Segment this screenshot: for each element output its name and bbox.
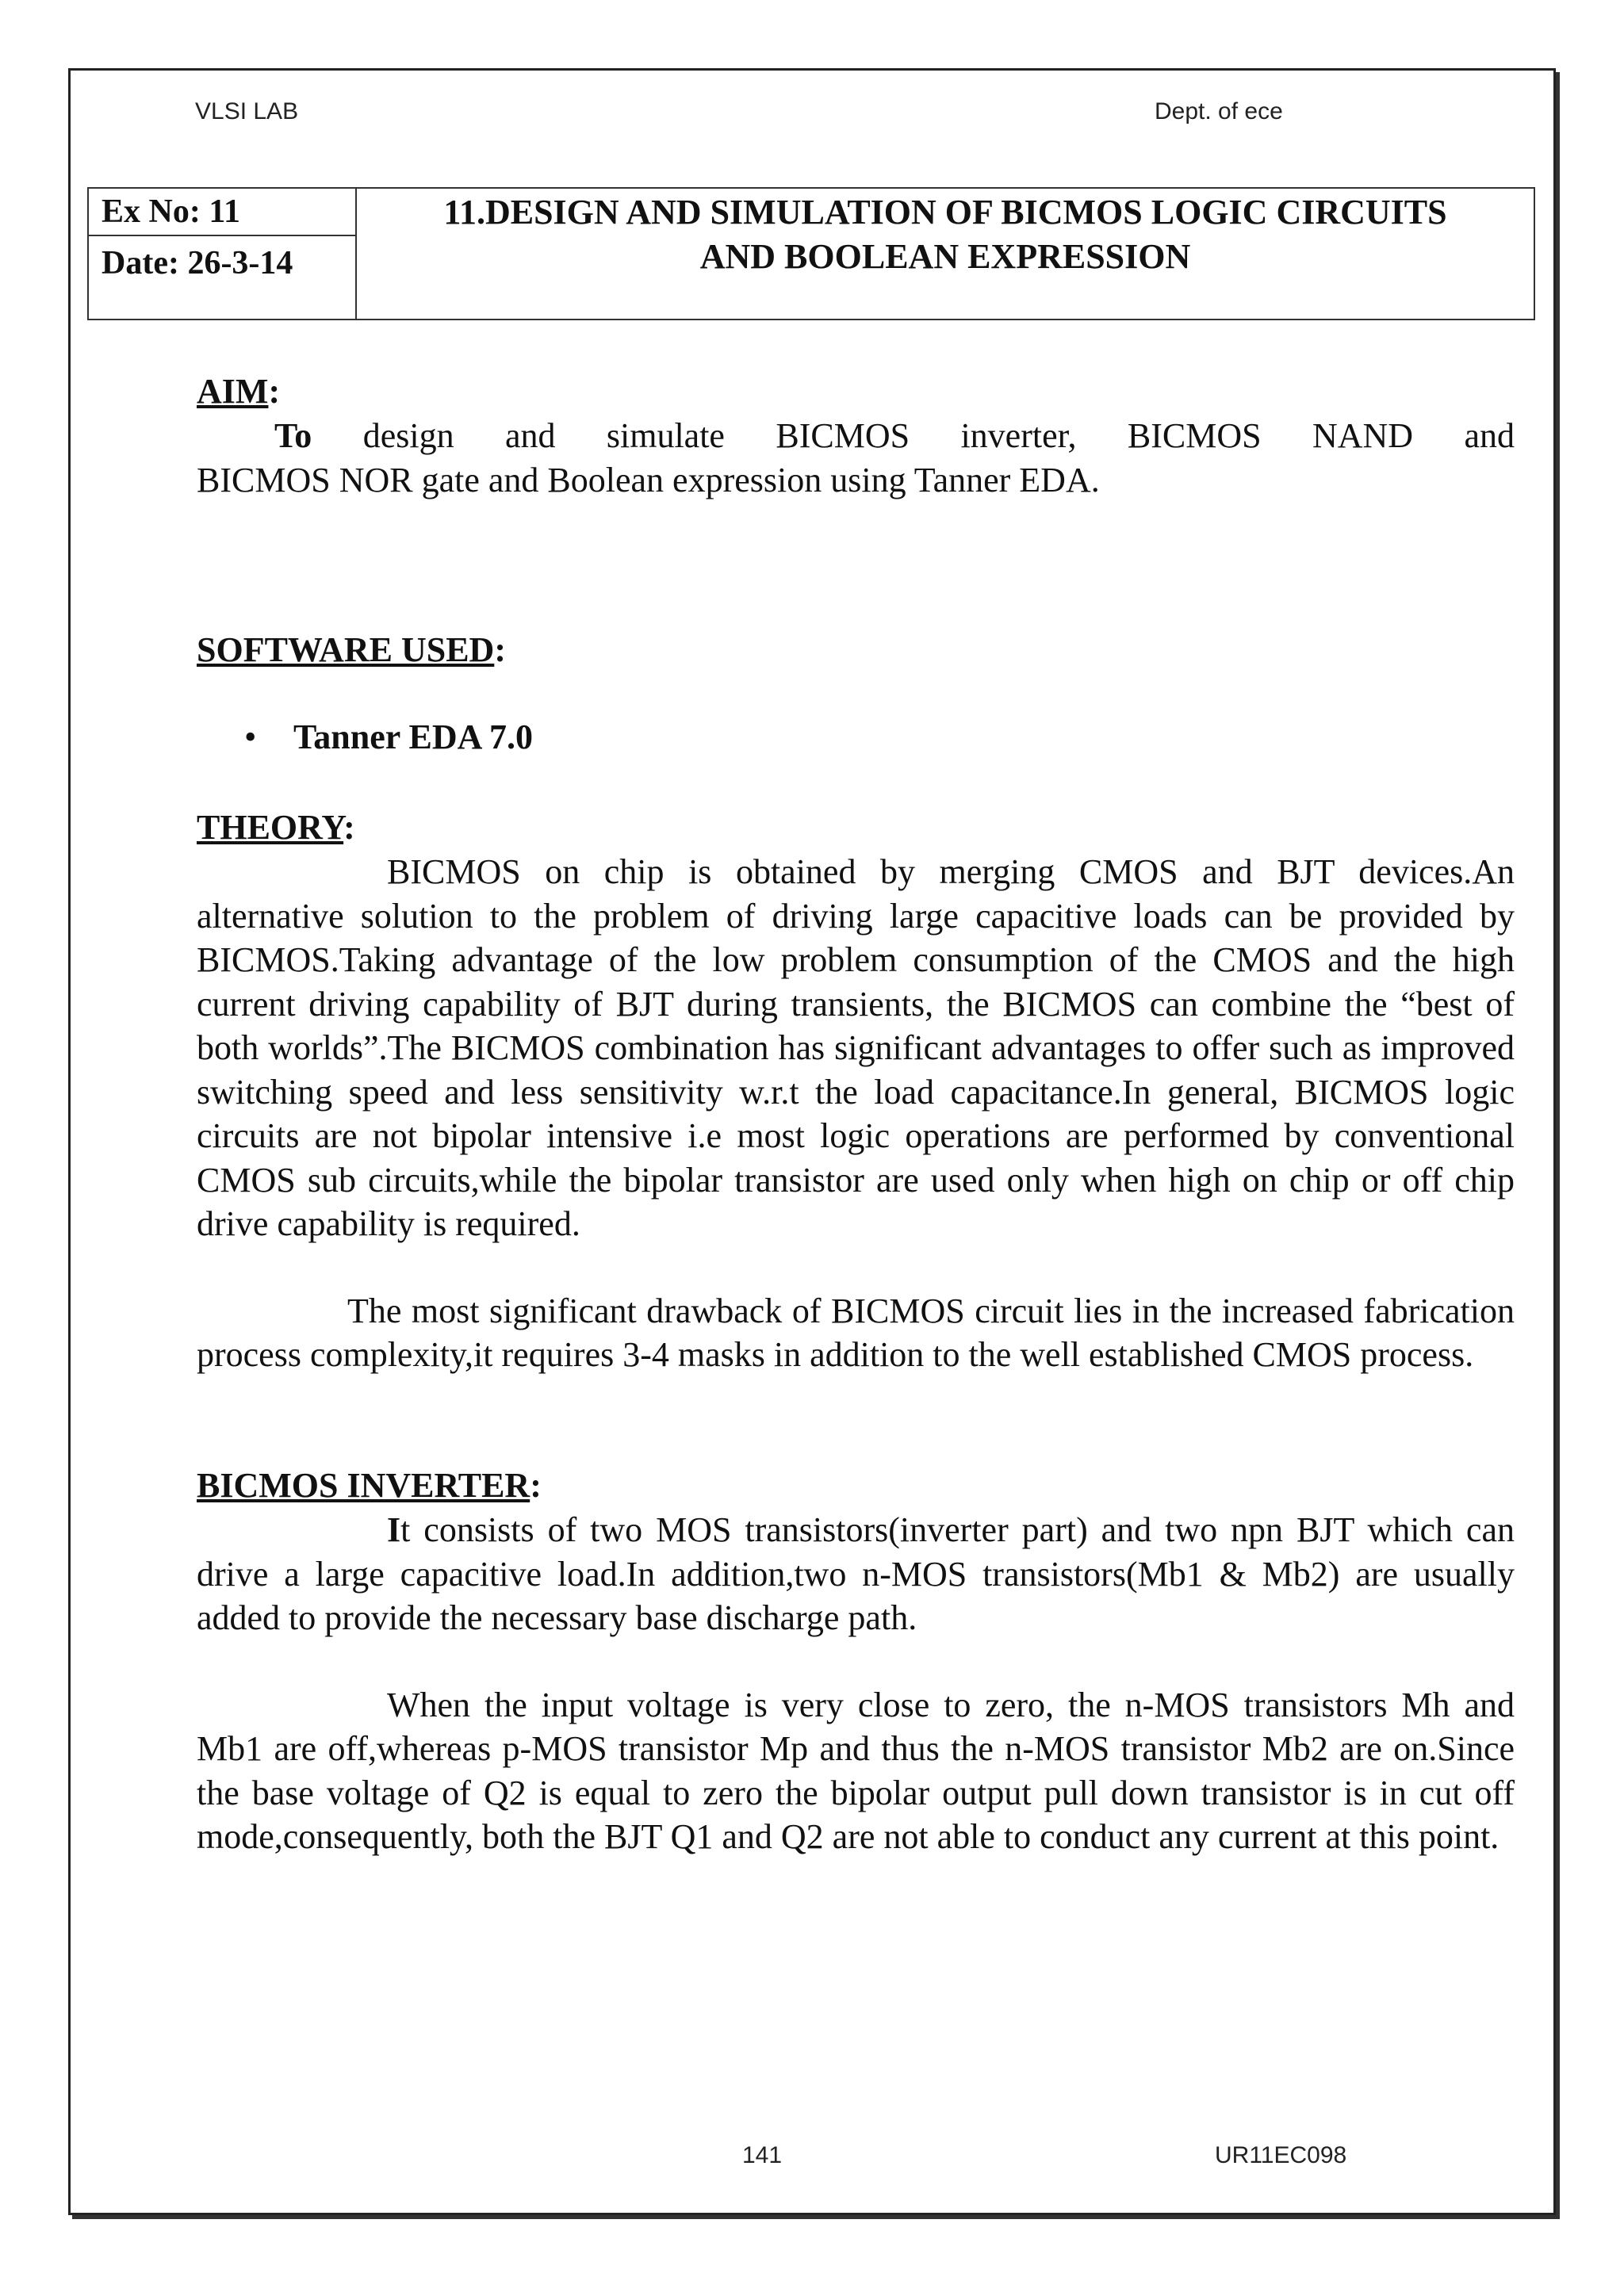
exercise-header-table (87, 187, 1535, 320)
theory-paragraph-2: The most significant drawback of BICMOS circuit lies in the increased fabrication process complexity,it requires 3-4 masks in addition to the well established CMOS process. (197, 1291, 1515, 1374)
exercise-title (357, 189, 1534, 320)
inverter-lead-letter: I (387, 1510, 401, 1549)
theory-section (197, 806, 1515, 1377)
theory-heading: THEORY: (197, 808, 355, 847)
aim-text-line2: BICMOS NOR gate and Boolean expression using Tanner EDA. (197, 460, 1100, 499)
header-lab-name: VLSI LAB (195, 98, 299, 124)
bullet-icon: • (244, 718, 257, 756)
software-section (197, 628, 1515, 760)
aim-text-line1: To design and simulate BICMOS inverter, BICMOS NAND and (274, 416, 1515, 455)
roll-number: UR11EC098 (1215, 2142, 1347, 2168)
exercise-title-line1: 11.DESIGN AND SIMULATION OF BICMOS LOGIC CIRCUITS (443, 193, 1447, 232)
aim-lead: To (274, 416, 312, 455)
software-list-item: • Tanner EDA 7.0 (197, 715, 1515, 760)
aim-section (197, 369, 1515, 502)
inverter-paragraph-2: When the input voltage is very close to zero, the n-MOS transistors Mh and Mb1 are off,whereas p-MOS transistor Mp and thus the n-MOS transistor Mb2 are on.Since the base voltage of Q2 is equal to zero the bipolar output pull down transistor is in cut off mode,consequently, both the BJT Q1 and Q2 are not able to conduct any current at this point. (197, 1685, 1515, 1856)
exercise-title-line2: AND BOOLEAN EXPRESSION (699, 237, 1191, 276)
theory-paragraph-1: BICMOS on chip is obtained by merging CMOS and BJT devices.An alternative solution to the problem of driving large capacitive loads can be provided by BICMOS.Taking advantage of the low problem consumption of the CMOS and the high current driving capability of BJT during transients, the BICMOS can combine the “best of both worlds”.The BICMOS combination has significant advantages to offer such as improved switching speed and less sensitivity w.r.t the load capacitance.In general, BICMOS logic circuits are not bipolar intensive i.e most logic operations are performed by conventional CMOS sub circuits,while the bipolar transistor are used only when high on chip or off chip drive capability is required. (197, 852, 1515, 1243)
exercise-meta-cell (89, 189, 357, 319)
inverter-section (197, 1464, 1515, 1859)
exercise-date: Date: 26-3-14 (102, 245, 293, 281)
software-heading: SOFTWARE USED: (197, 630, 506, 669)
inverter-heading: BICMOS INVERTER: (197, 1466, 542, 1505)
aim-heading: AIM: (197, 372, 281, 411)
header-department: Dept. of ece (1155, 98, 1283, 124)
page-number: 141 (742, 2142, 783, 2168)
exercise-number: Ex No: 11 (89, 189, 355, 236)
inverter-paragraph-1: It consists of two MOS transistors(inverter part) and two npn BJT which can drive a large capacitive load.In addition,two n-MOS transistors(Mb1 & Mb2) are usually added to provide the necessary base discharge path. (197, 1510, 1515, 1637)
